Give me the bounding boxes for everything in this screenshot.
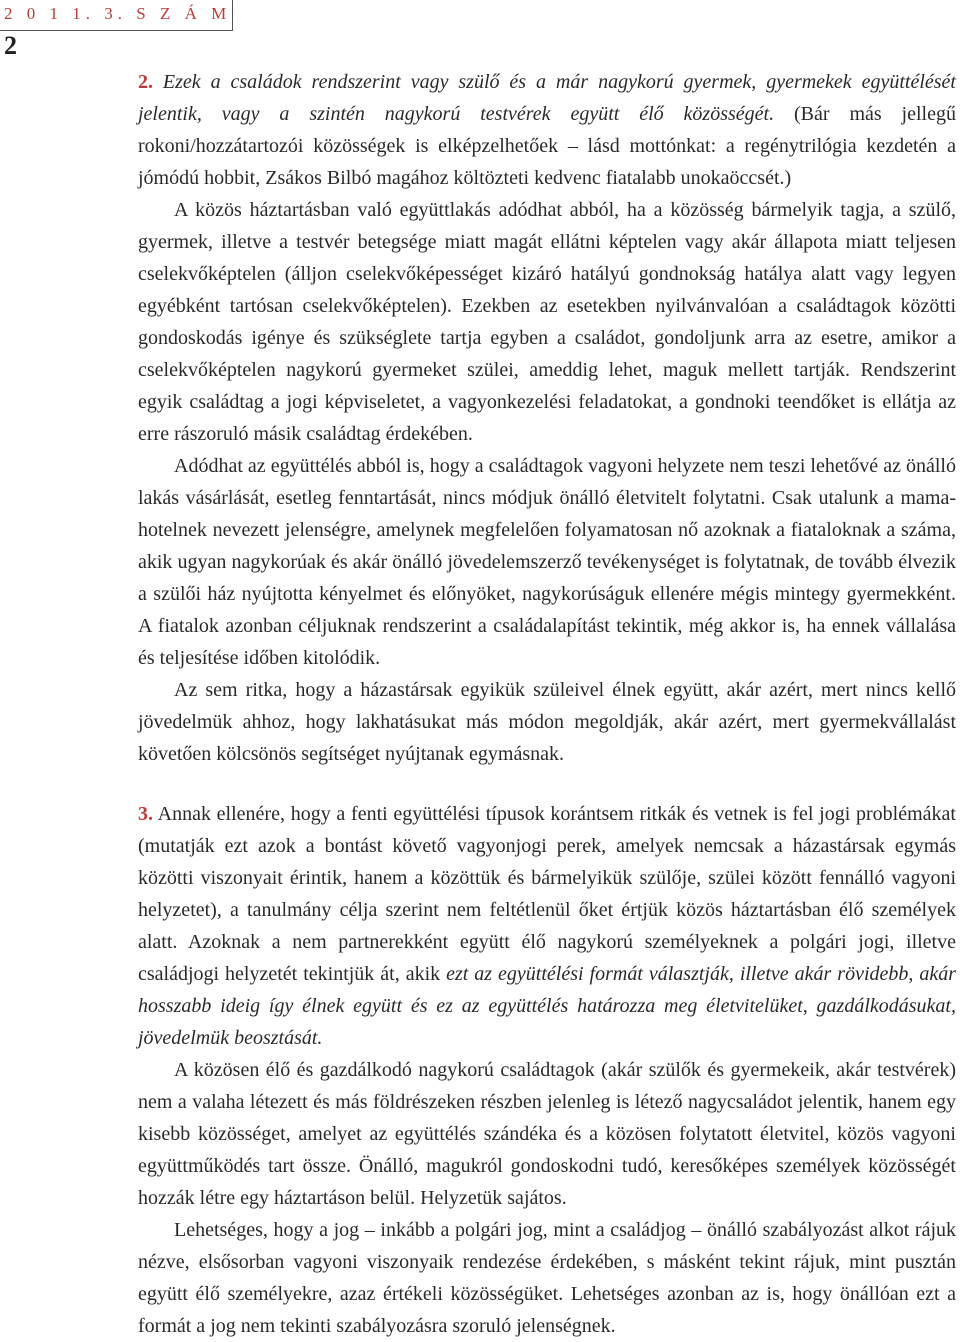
section-3-number: 3. xyxy=(138,803,153,825)
section-3-paragraph-1-text: Annak ellenére, hogy a fenti együttélési típusok korántsem ritkák és vetnek is fel jogi problémákat (mutatják ezt azok a bontást követő vagyonjogi perek, amelyek nemcsak a házastársak egymás közötti viszonyait érintik, hanem a közöttük és bármelyikük szülője, szülei között fennálló vagyoni helyzetet), a tanulmány célja szerint nem feltétlenül őket értjük közös háztartásban élő személyek alatt. Azoknak a nem partnerekként együtt élő nagykorú személyeknek a polgári jogi, illetve családjogi helyzetét tekintjük át, akik xyxy=(138,803,956,985)
section-3-italic-definition: ezt az együttélési formát választják, illetve akár rövidebb, akár hosszabb ideig így élnek együtt és ez az együttélés határozza meg életvitelüket, gazdálkodásukat, jövedelmük beosztását. xyxy=(138,963,957,1049)
section-3-paragraph-2: A közösen élő és gazdálkodó nagykorú családtagok (akár szülők és gyermekeik, akár testvérek) nem a valaha létezett és más földrészeken részben jelenleg is létező nagycsaládot jelentik, hanem egy kisebb közösséget, amelyet az együttélés szándéka és a közösen folytatott életvitel, közös vagyoni együttműködés tart össze. Önálló, magukról gondoskodni tudó, keresőképes személyek közösségét hozzák létre egy háztartáson belül. Helyzetük sajátos. xyxy=(138,1059,956,1209)
section-3-paragraph-3: Lehetséges, hogy a jog – inkább a polgári jog, mint a családjog – önálló szabályozást alkot rájuk nézve, elsősorban vagyoni viszonyaik rendezése érdekében, s másként tekint rájuk, mint pusztán együtt élő személyekre, azaz értékeli közösségüket. Lehetséges azonban az is, hogy önállóan ezt a formát a jog nem tekinti szabályozásra szoruló jelenségnek. xyxy=(138,1219,956,1337)
header-rule-vertical xyxy=(232,0,233,31)
section-3-paragraph-1 xyxy=(138,798,956,1054)
running-head: 2 0 1 1. 3. S Z Á M xyxy=(4,4,232,23)
section-2-number: 2. xyxy=(138,71,153,93)
section-2-paragraph-4: Az sem ritka, hogy a házastársak egyikük szüleivel élnek együtt, akár azért, mert nincs kellő jövedelmük ahhoz, hogy lakhatásukat más módon megoldják, akár azért, mert gyermekvállalást követően kölcsönös segítséget nyújtanak egymásnak. xyxy=(138,679,956,765)
page-number: 2 xyxy=(4,31,17,60)
body-text xyxy=(138,66,956,1342)
header-rule-horizontal xyxy=(0,30,232,31)
section-2-paragraph-1-rest: (Bár más jellegű rokoni/hozzátartozói közösségek is elképzelhetőek – lásd mottónkat: a regénytrilógia kezdetén a jómódú hobbit, Zsákos Bilbó magához költözteti kedvenc fiatalabb unokaöccsét.) xyxy=(138,103,956,189)
section-2-italic-intro: Ezek a családok rendszerint vagy szülő és a már nagykorú gyermek, gyermekek együttélését jelentik, vagy a szintén nagykorú testvérek együtt élő közösségét. xyxy=(138,71,956,125)
section-2-paragraph-2: A közös háztartásban való együttlakás adódhat abból, ha a közösség bármelyik tagja, a szülő, gyermek, illetve a testvér betegsége miatt magát ellátni képtelen vagy akár állapota miatt teljesen cselekvőképtelen (álljon cselekvőképességet kizáró hatályú gondnokság hatálya alatt vagy legyen egyébként tartósan cselekvőképtelen). Ezekben az esetekben nyilvánvalóan a családtagok közötti gondoskodás igénye és szükséglete tartja egyben a családot, gondoljunk arra az esetre, amikor a cselekvőképtelen nagykorú gyermeket szülei, ameddig lehet, maguk mellett tartják. Rendszerint egyik családtag a jogi képviseletet, a vagyonkezelési feladatokat, a gondnoki teendőket is ellátja az erre rászoruló másik családtag érdekében. xyxy=(138,199,956,445)
section-2-paragraph-1 xyxy=(138,66,956,194)
section-2-paragraph-3: Adódhat az együttélés abból is, hogy a családtagok vagyoni helyzete nem teszi lehetővé az önálló lakás vásárlását, esetleg fenntartását, nincs módjuk önálló életvitelt folytatni. Csak utalunk a mama-hotelnek nevezett jelenségre, amelynek megfelelően folyamatosan nő azoknak a fiataloknak a száma, akik ugyan nagykorúak és akár önálló jövedelemszerző tevékenységet is folytatnak, de tovább élvezik a szülői ház nyújtotta kényelmet és előnyöket, nagykorúságuk ellenére mégis mintegy gyermekként. A fiatalok azonban céljuknak rendszerint a családalapítást tekintik, még akkor is, ha ennek vállalása és teljesítése időben kitolódik. xyxy=(138,455,956,669)
